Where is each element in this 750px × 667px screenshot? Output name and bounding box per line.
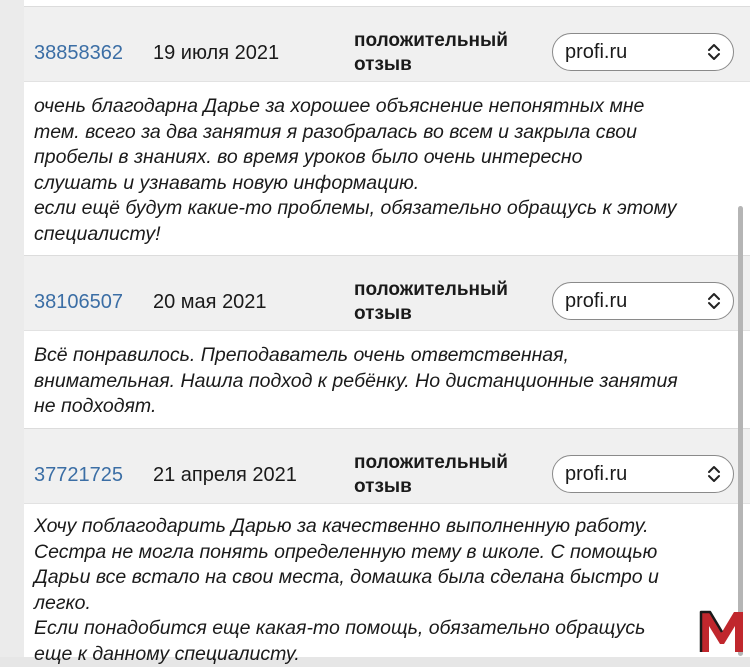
review-card [24,428,750,665]
scrollbar-thumb[interactable] [738,206,743,656]
source-select-value: profi.ru [565,290,628,312]
review-text: Хочу поблагодарить Дарью за качественно выполненную работу. Сестра не могла понять определенную тему в школе. С помощью Дарьи все встало на свои места, домашка была сделана быстро и легко. Если понадобится еще какая-то помощь, обязательно обращусь еще к данному специалисту. [34,515,659,665]
left-margin [0,0,25,657]
review-id-link[interactable]: 37721725 [34,464,123,486]
review-id-link[interactable]: 38106507 [34,291,123,313]
updown-chevron-icon [707,43,721,61]
updown-chevron-icon [707,465,721,483]
review-date: 20 мая 2021 [153,291,267,313]
review-header [24,6,750,82]
source-select-value: profi.ru [565,41,628,63]
review-header [24,255,750,331]
reviews-feed [24,0,750,665]
review-id-link[interactable]: 38858362 [34,42,123,64]
review-date: 21 апреля 2021 [153,464,297,486]
m-logo-icon [697,608,747,655]
source-select[interactable] [552,33,734,71]
source-select-value: profi.ru [565,463,628,485]
review-card [24,255,750,430]
source-select[interactable] [552,282,734,320]
review-date: 19 июля 2021 [153,42,280,64]
updown-chevron-icon [707,292,721,310]
review-text: Всё понравилось. Преподаватель очень ответственная, внимательная. Нашла подход к ребёнку. Но дистанционные занятия не подходят. [34,344,678,417]
review-type: положительный отзыв [354,279,508,324]
review-type: положительный отзыв [354,452,508,497]
source-select[interactable] [552,455,734,493]
review-header [24,428,750,504]
review-card [24,6,750,256]
review-text: очень благодарна Дарье за хорошее объяснение непонятных мне тем. всего за два занятия я разобралась во всем и закрыла свои пробелы в знаниях. во время уроков было очень интересно слушать и узнавать новую информацию. если ещё будут какие-то проблемы, обязательно обращусь к этому специалисту! [34,95,677,245]
review-type: положительный отзыв [354,30,508,75]
